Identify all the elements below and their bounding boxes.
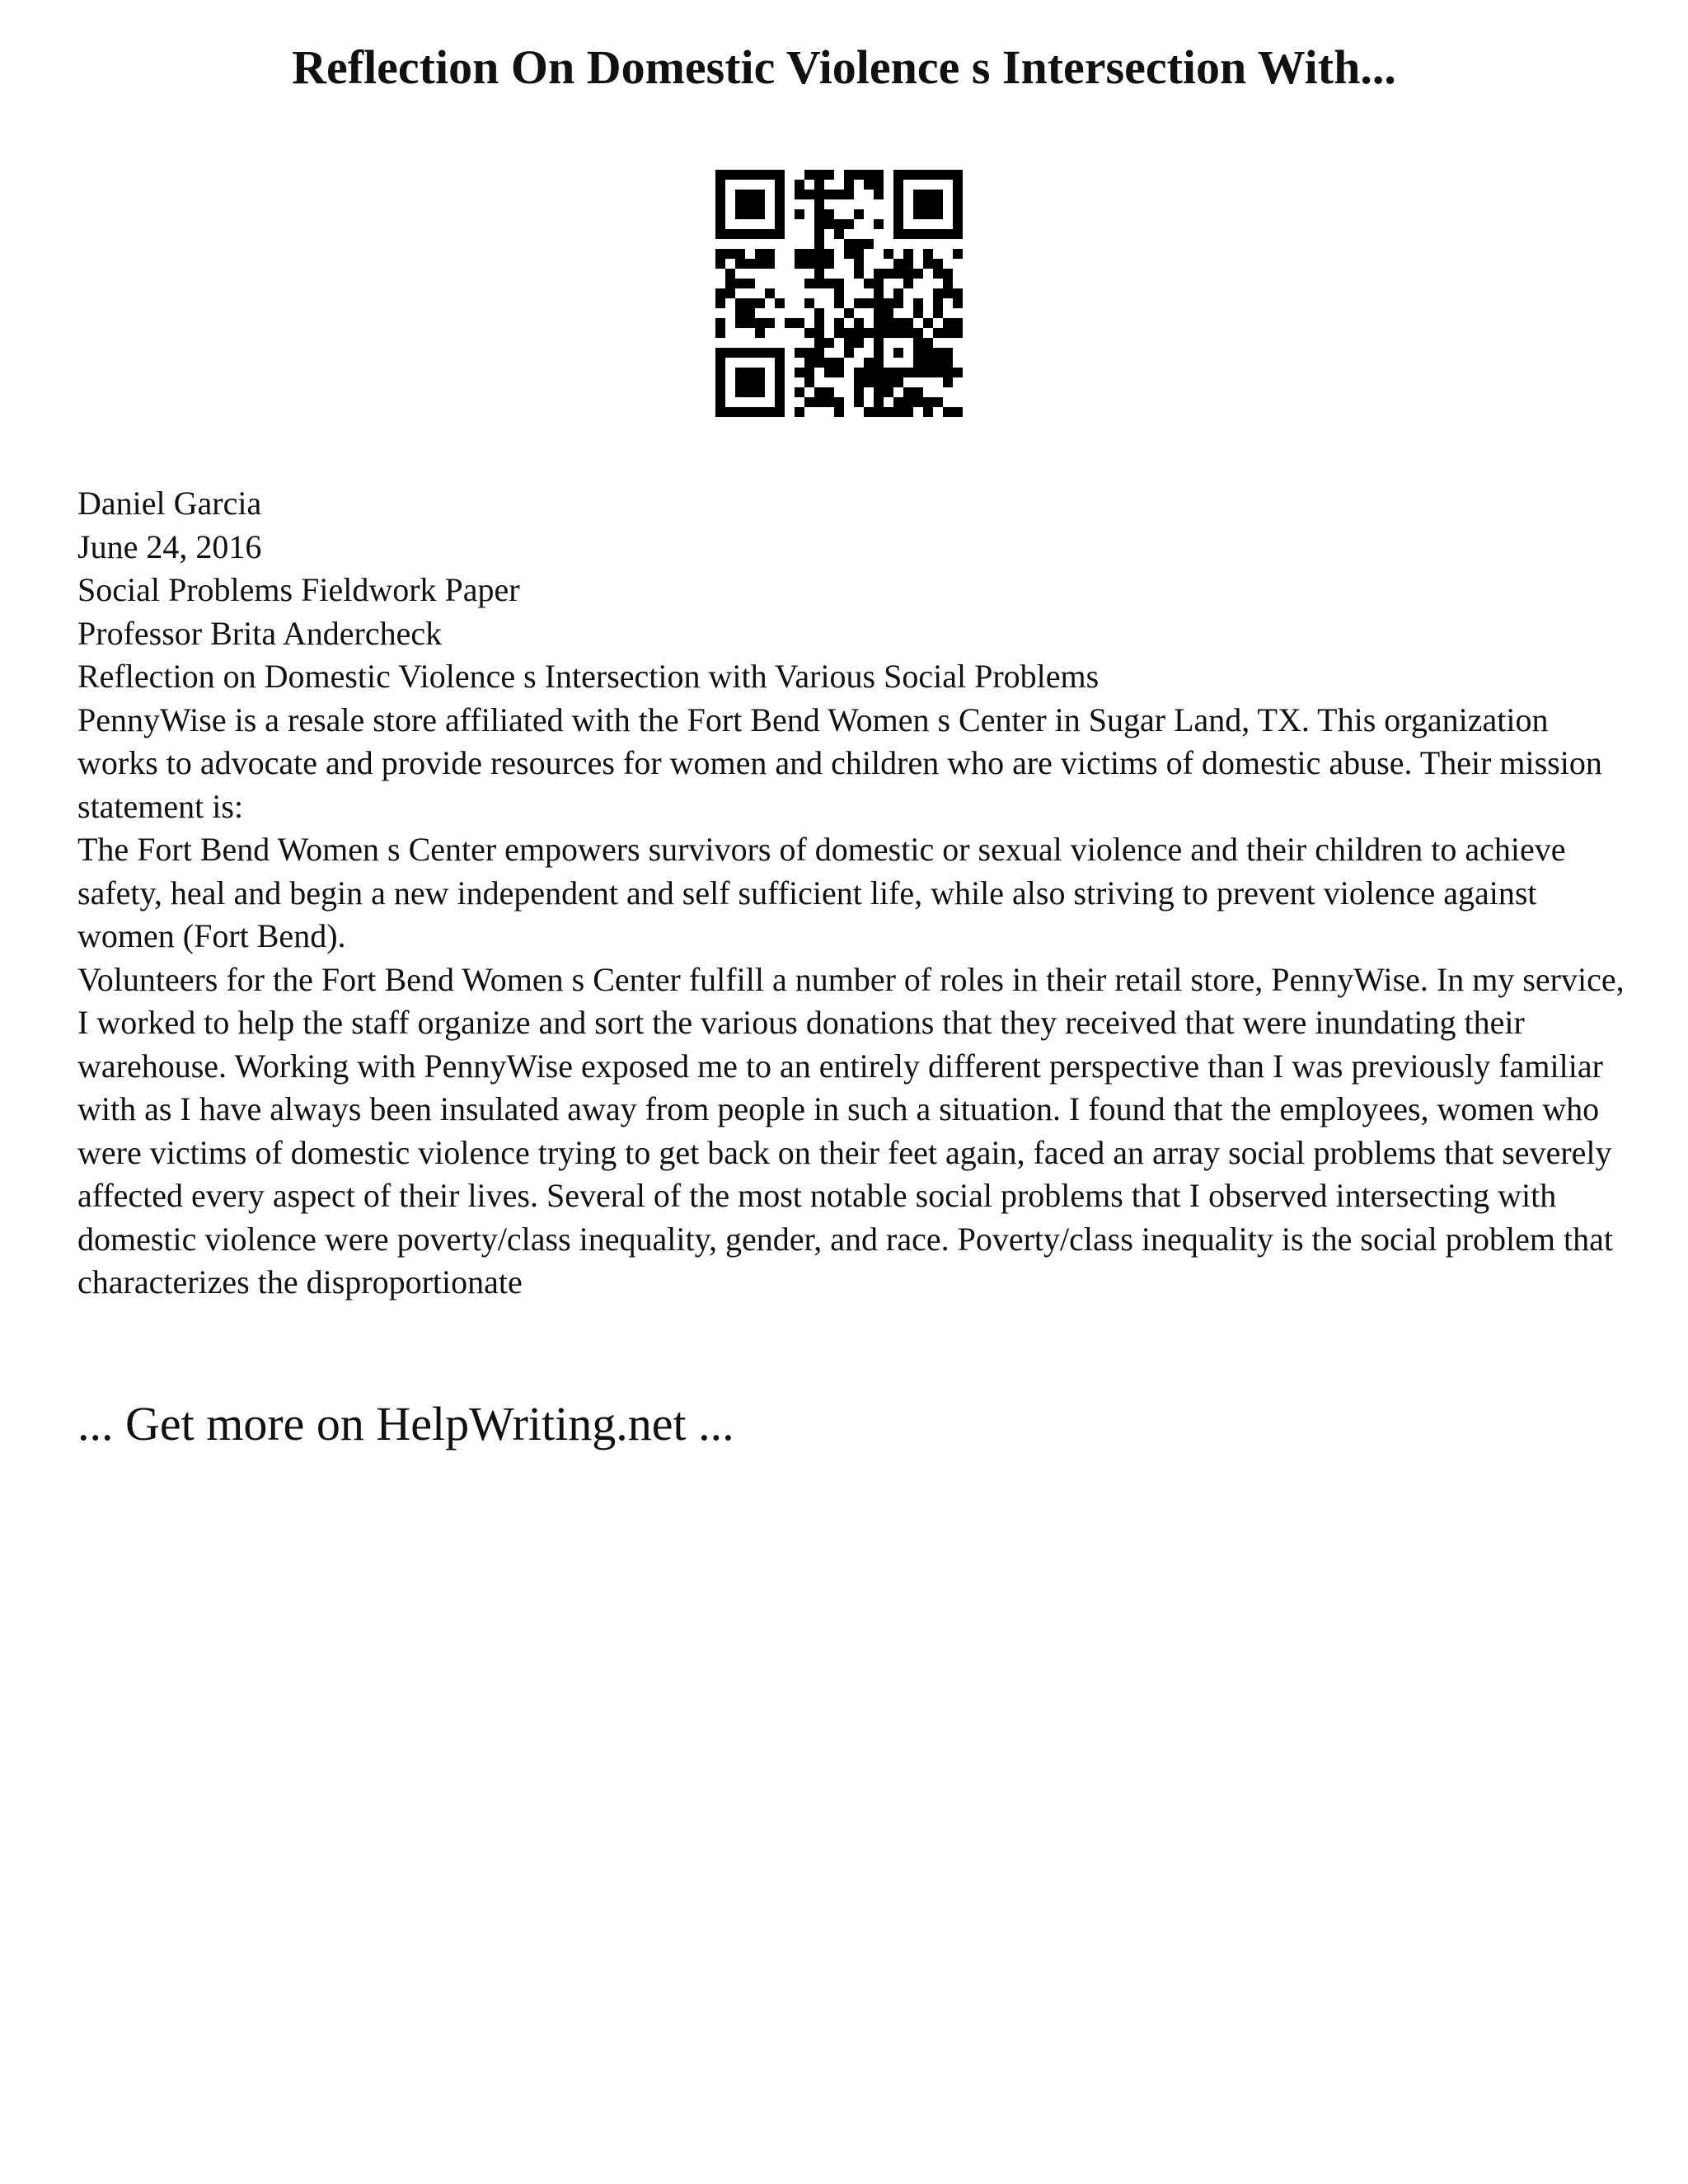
paragraph-2: The Fort Bend Women s Center empowers survivors of domestic or sexual violence and their children to achieve safety, heal and begin a new independent and self sufficient life, while also striving to prevent violence against women (Fort Bend). xyxy=(77,831,1574,954)
get-more-link[interactable]: ... Get more on HelpWriting.net ... xyxy=(77,1397,734,1451)
document-title: Reflection On Domestic Violence s Intersection With... xyxy=(292,40,1396,94)
qr-code xyxy=(715,170,963,417)
paragraph-1: PennyWise is a resale store affiliated with the Fort Bend Women s Center in Sugar Land, TX. This organization works to advocate and provide resources for women and children who are victims of domestic abuse. Their mission statement is: xyxy=(77,701,1611,825)
paper-title-line: Reflection on Domestic Violence s Intersection with Various Social Problems xyxy=(77,658,1100,695)
document-body xyxy=(77,482,1633,1305)
professor-line: Professor Brita Andercheck xyxy=(77,614,443,652)
course-line: Social Problems Fieldwork Paper xyxy=(77,571,520,608)
date-line: June 24, 2016 xyxy=(77,527,262,565)
author-line: Daniel Garcia xyxy=(77,485,262,522)
qr-code-icon xyxy=(715,170,963,417)
paragraph-3: Volunteers for the Fort Bend Women s Center fulfill a number of roles in their retail store, PennyWise. In my service, I worked to help the staff organize and sort the various donations that they received that were inundating their warehouse. Working with PennyWise exposed me to an entirely different perspective than I was previously familiar with as I have always been insulated away from people in such a situation. I found that the employees, women who were victims of domestic violence trying to get back on their feet again, faced an array social problems that severely affected every aspect of their lives. Several of the most notable social problems that I observed intersecting with domestic violence were poverty/class inequality, gender, and race. Poverty/class inequality is the social problem that characterizes the disproportionate xyxy=(77,960,1633,1301)
